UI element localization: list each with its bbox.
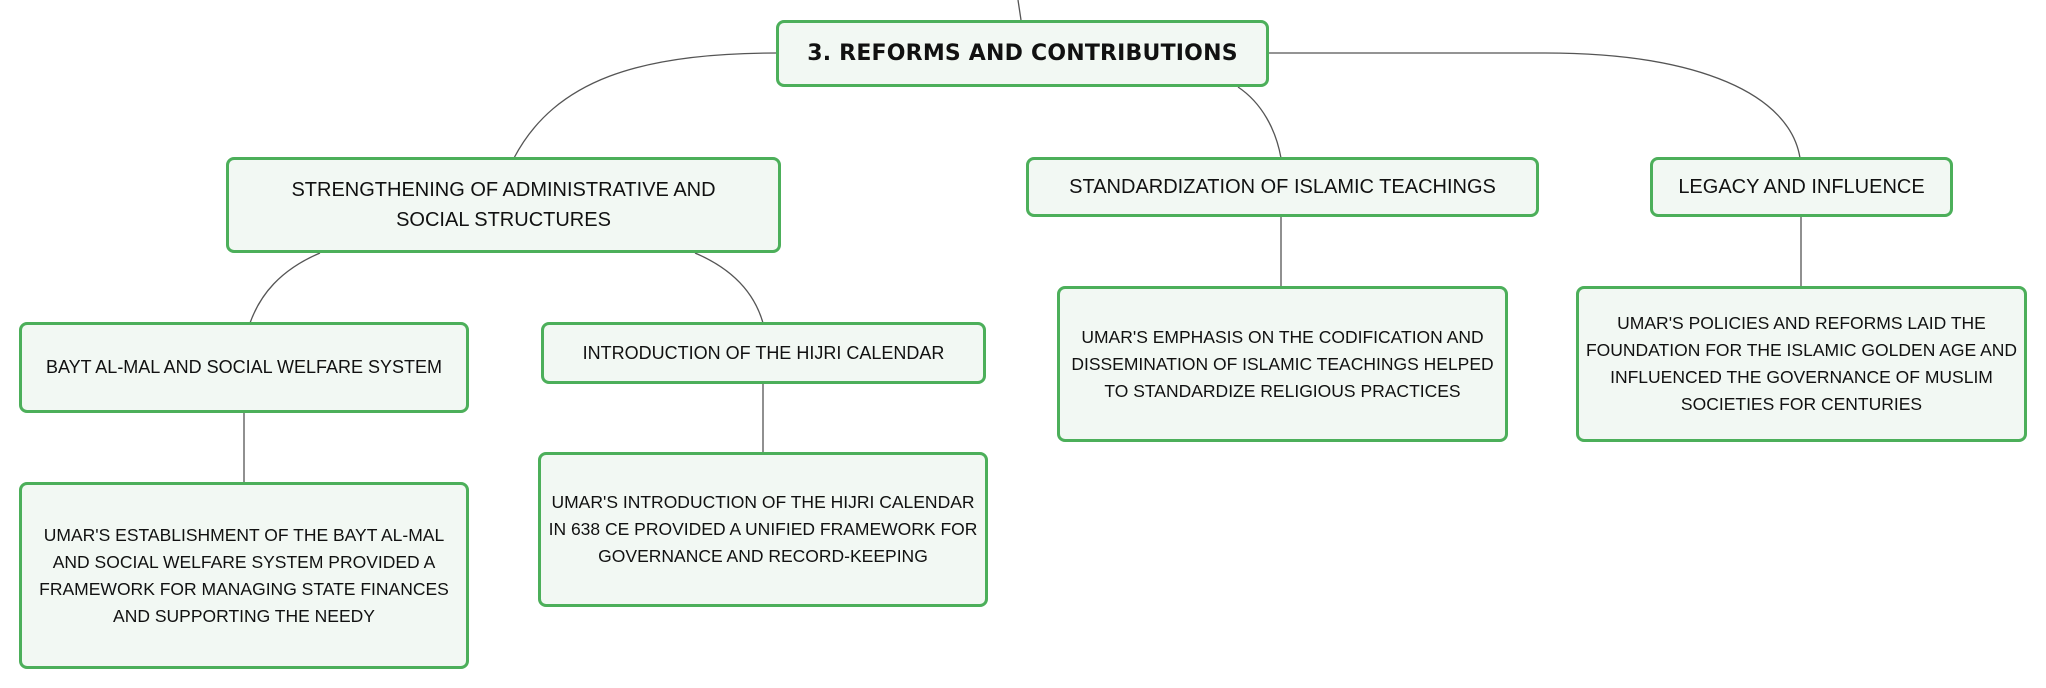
detail-node-standardization[interactable]	[1057, 286, 1508, 442]
connector-root-to-standardization	[1238, 87, 1281, 158]
detail-node-legacy-text: UMAR'S POLICIES AND REFORMS LAID THE FOUNDATION FOR THE ISLAMIC GOLDEN AGE AND INFLUENCED THE GOVERNANCE OF MUSLIM SOCIETIES FOR CENTURIES	[1585, 313, 2018, 414]
subtopic-node-hijri-calendar-label: INTRODUCTION OF THE HIJRI CALENDAR	[582, 342, 945, 363]
topic-node-strengthening[interactable]	[226, 157, 781, 253]
topic-node-standardization-label: STANDARDIZATION OF ISLAMIC TEACHINGS	[1069, 176, 1496, 198]
topic-node-standardization[interactable]	[1026, 157, 1539, 217]
connector-root-to-legacy	[1268, 53, 1800, 158]
connector-root-to-strengthening	[514, 53, 776, 158]
detail-node-hijri-calendar[interactable]	[538, 452, 988, 607]
subtopic-node-hijri-calendar[interactable]	[541, 322, 986, 384]
subtopic-node-bayt-al-mal-label: BAYT AL-MAL AND SOCIAL WELFARE SYSTEM	[45, 357, 443, 377]
connector-strengthening-to-bayt	[250, 253, 320, 323]
detail-node-legacy[interactable]	[1576, 286, 2027, 442]
topic-node-strengthening-label: STRENGTHENING OF ADMINISTRATIVE AND SOCIAL STRUCTURES	[291, 179, 716, 231]
detail-node-standardization-text: UMAR'S EMPHASIS ON THE CODIFICATION AND DISSEMINATION OF ISLAMIC TEACHINGS HELPED TO STANDARDIZE RELIGIOUS PRACTICES	[1071, 326, 1494, 401]
subtopic-node-bayt-al-mal[interactable]	[19, 322, 469, 413]
detail-node-bayt-al-mal-text: UMAR'S ESTABLISHMENT OF THE BAYT AL-MAL AND SOCIAL WELFARE SYSTEM PROVIDED A FRAMEWORK FOR MANAGING STATE FINANCES AND SUPPORTING THE NEEDY	[39, 524, 449, 626]
connector-strengthening-to-hijri	[695, 253, 763, 323]
detail-node-hijri-calendar-text: UMAR'S INTRODUCTION OF THE HIJRI CALENDAR IN 638 CE PROVIDED A UNIFIED FRAMEWORK FOR GOVERNANCE AND RECORD-KEEPING	[548, 492, 978, 566]
root-node-label: 3. REFORMS AND CONTRIBUTIONS	[807, 41, 1238, 66]
connector-from-parent	[1018, 0, 1021, 20]
detail-node-bayt-al-mal[interactable]	[19, 482, 469, 669]
root-node[interactable]	[776, 20, 1269, 87]
topic-node-legacy[interactable]	[1650, 157, 1953, 217]
topic-node-legacy-label: LEGACY AND INFLUENCE	[1678, 176, 1925, 198]
